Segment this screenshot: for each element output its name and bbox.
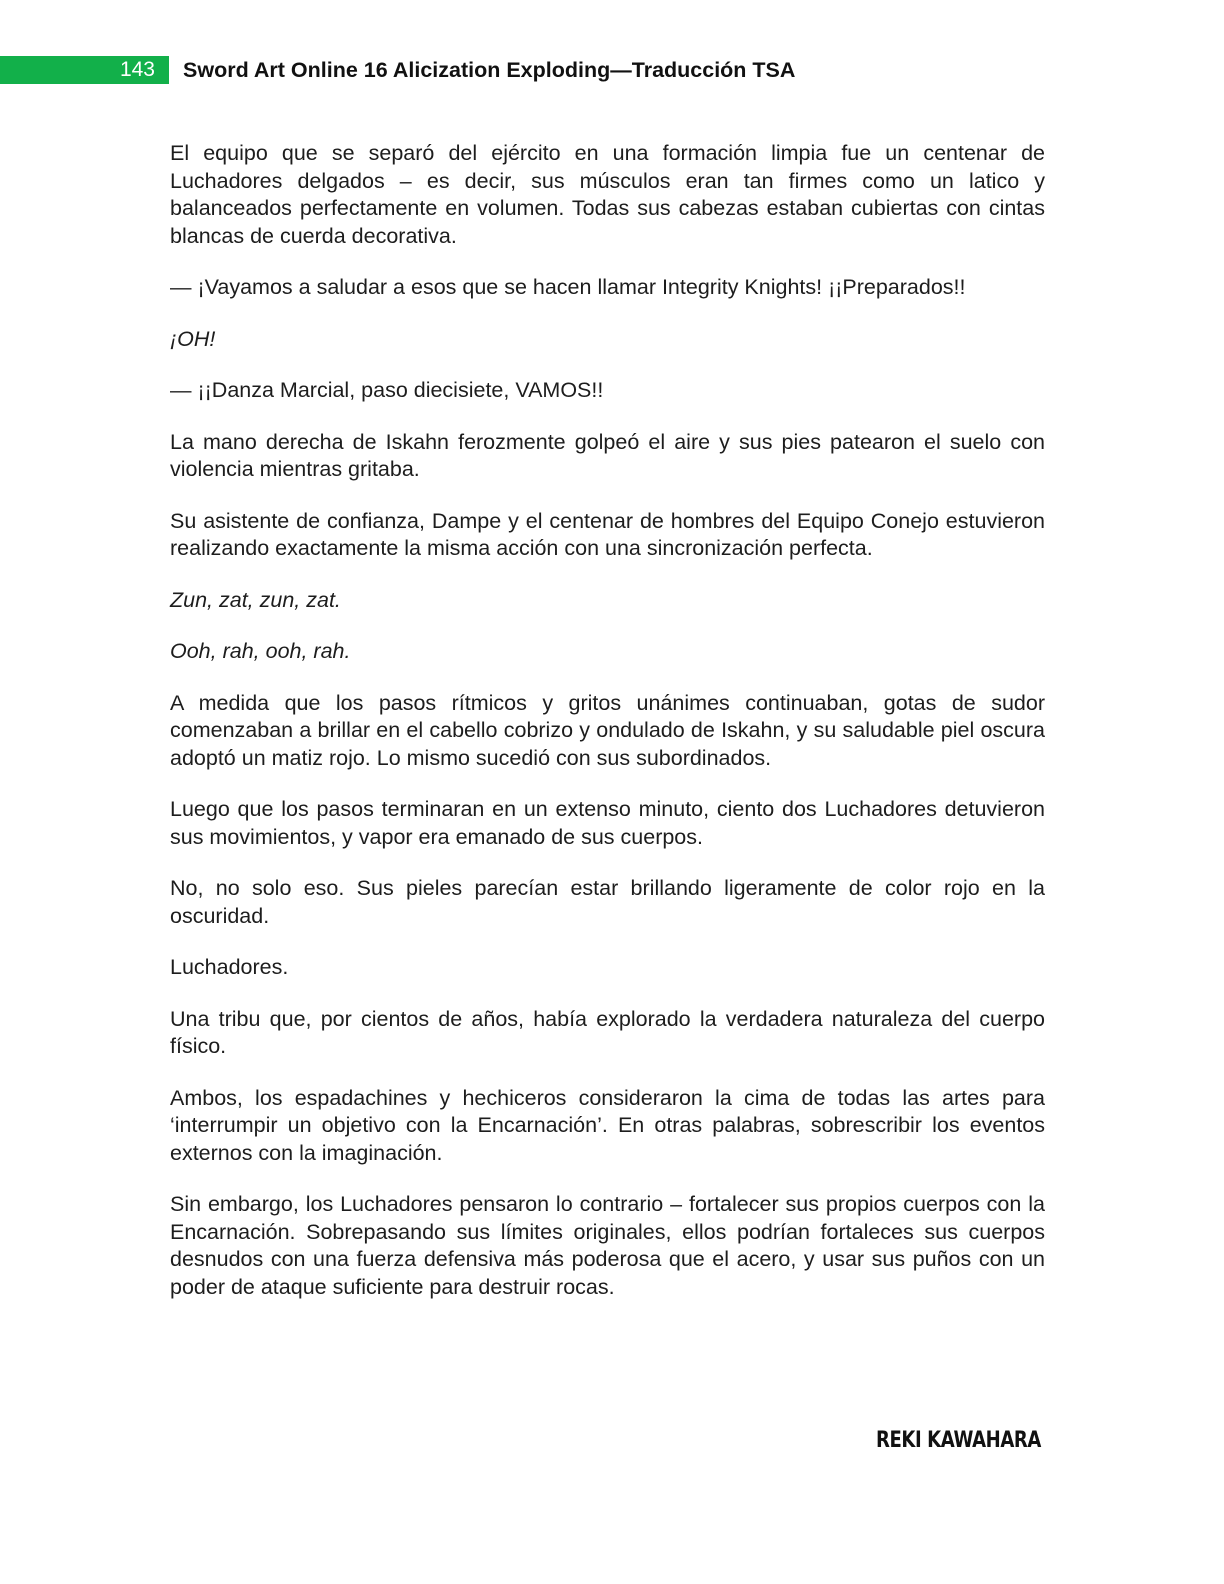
paragraph: La mano derecha de Iskahn ferozmente golpeó el aire y sus pies patearon el suelo con violencia mientras gritaba. [170,429,1045,481]
dialogue-paragraph: — ¡Vayamos a saludar a esos que se hacen llamar Integrity Knights! ¡¡Preparados!! [170,275,966,299]
paragraph: Sin embargo, los Luchadores pensaron lo contrario – fortalecer sus propios cuerpos con la Encarnación. Sobrepasando sus límites originales, ellos podrían fortaleces sus cuerpos desnudos con una fuerza defensiva más poderosa que el acero, y usar sus puños con un poder de ataque suficiente para destruir rocas. [170,1192,1045,1299]
author-name: REKI KAWAHARA [876,1428,1041,1453]
book-title: Sword Art Online 16 Alicization Exploding—Traducción TSA [183,58,796,82]
sound-effect-paragraph: Ooh, rah, ooh, rah. [170,639,351,663]
paragraph: No, no solo eso. Sus pieles parecían estar brillando ligeramente de color rojo en la oscuridad. [170,876,1045,928]
paragraph: Su asistente de confianza, Dampe y el centenar de hombres del Equipo Conejo estuvieron realizando exactamente la misma acción con una sincronización perfecta. [170,508,1045,560]
paragraph: Luchadores. [170,955,289,979]
paragraph: Ambos, los espadachines y hechiceros consideraron la cima de todas las artes para ‘interrumpir un objetivo con la Encarnación’. En otras palabras, sobrescribir los eventos externos con la imaginación. [170,1085,1045,1165]
paragraph: El equipo que se separó del ejército en una formación limpia fue un centenar de Luchadores delgados – es decir, sus músculos eran tan firmes como un latico y balanceados perfectamente en volumen. Todas sus cabezas estaban cubiertas con cintas blancas de cuerda decorativa. [170,141,1045,248]
page-body [170,140,1045,1325]
paragraph: Luego que los pasos terminaran en un extenso minuto, ciento dos Luchadores detuvieron sus movimientos, y vapor era emanado de sus cuerpos. [170,797,1045,849]
shout-paragraph: ¡OH! [170,326,216,351]
paragraph: A medida que los pasos rítmicos y gritos unánimes continuaban, gotas de sudor comenzaban a brillar en el cabello cobrizo y ondulado de Iskahn, y su saludable piel oscura adoptó un matiz rojo. Lo mismo sucedió con sus subordinados. [170,690,1045,770]
page-number: 143 [0,56,169,84]
sound-effect-paragraph: Zun, zat, zun, zat. [170,587,341,612]
paragraph: Una tribu que, por cientos de años, había explorado la verdadera naturaleza del cuerpo físico. [170,1006,1045,1058]
dialogue-paragraph: — ¡¡Danza Marcial, paso diecisiete, VAMOS!! [170,378,604,402]
page-header [0,56,900,84]
